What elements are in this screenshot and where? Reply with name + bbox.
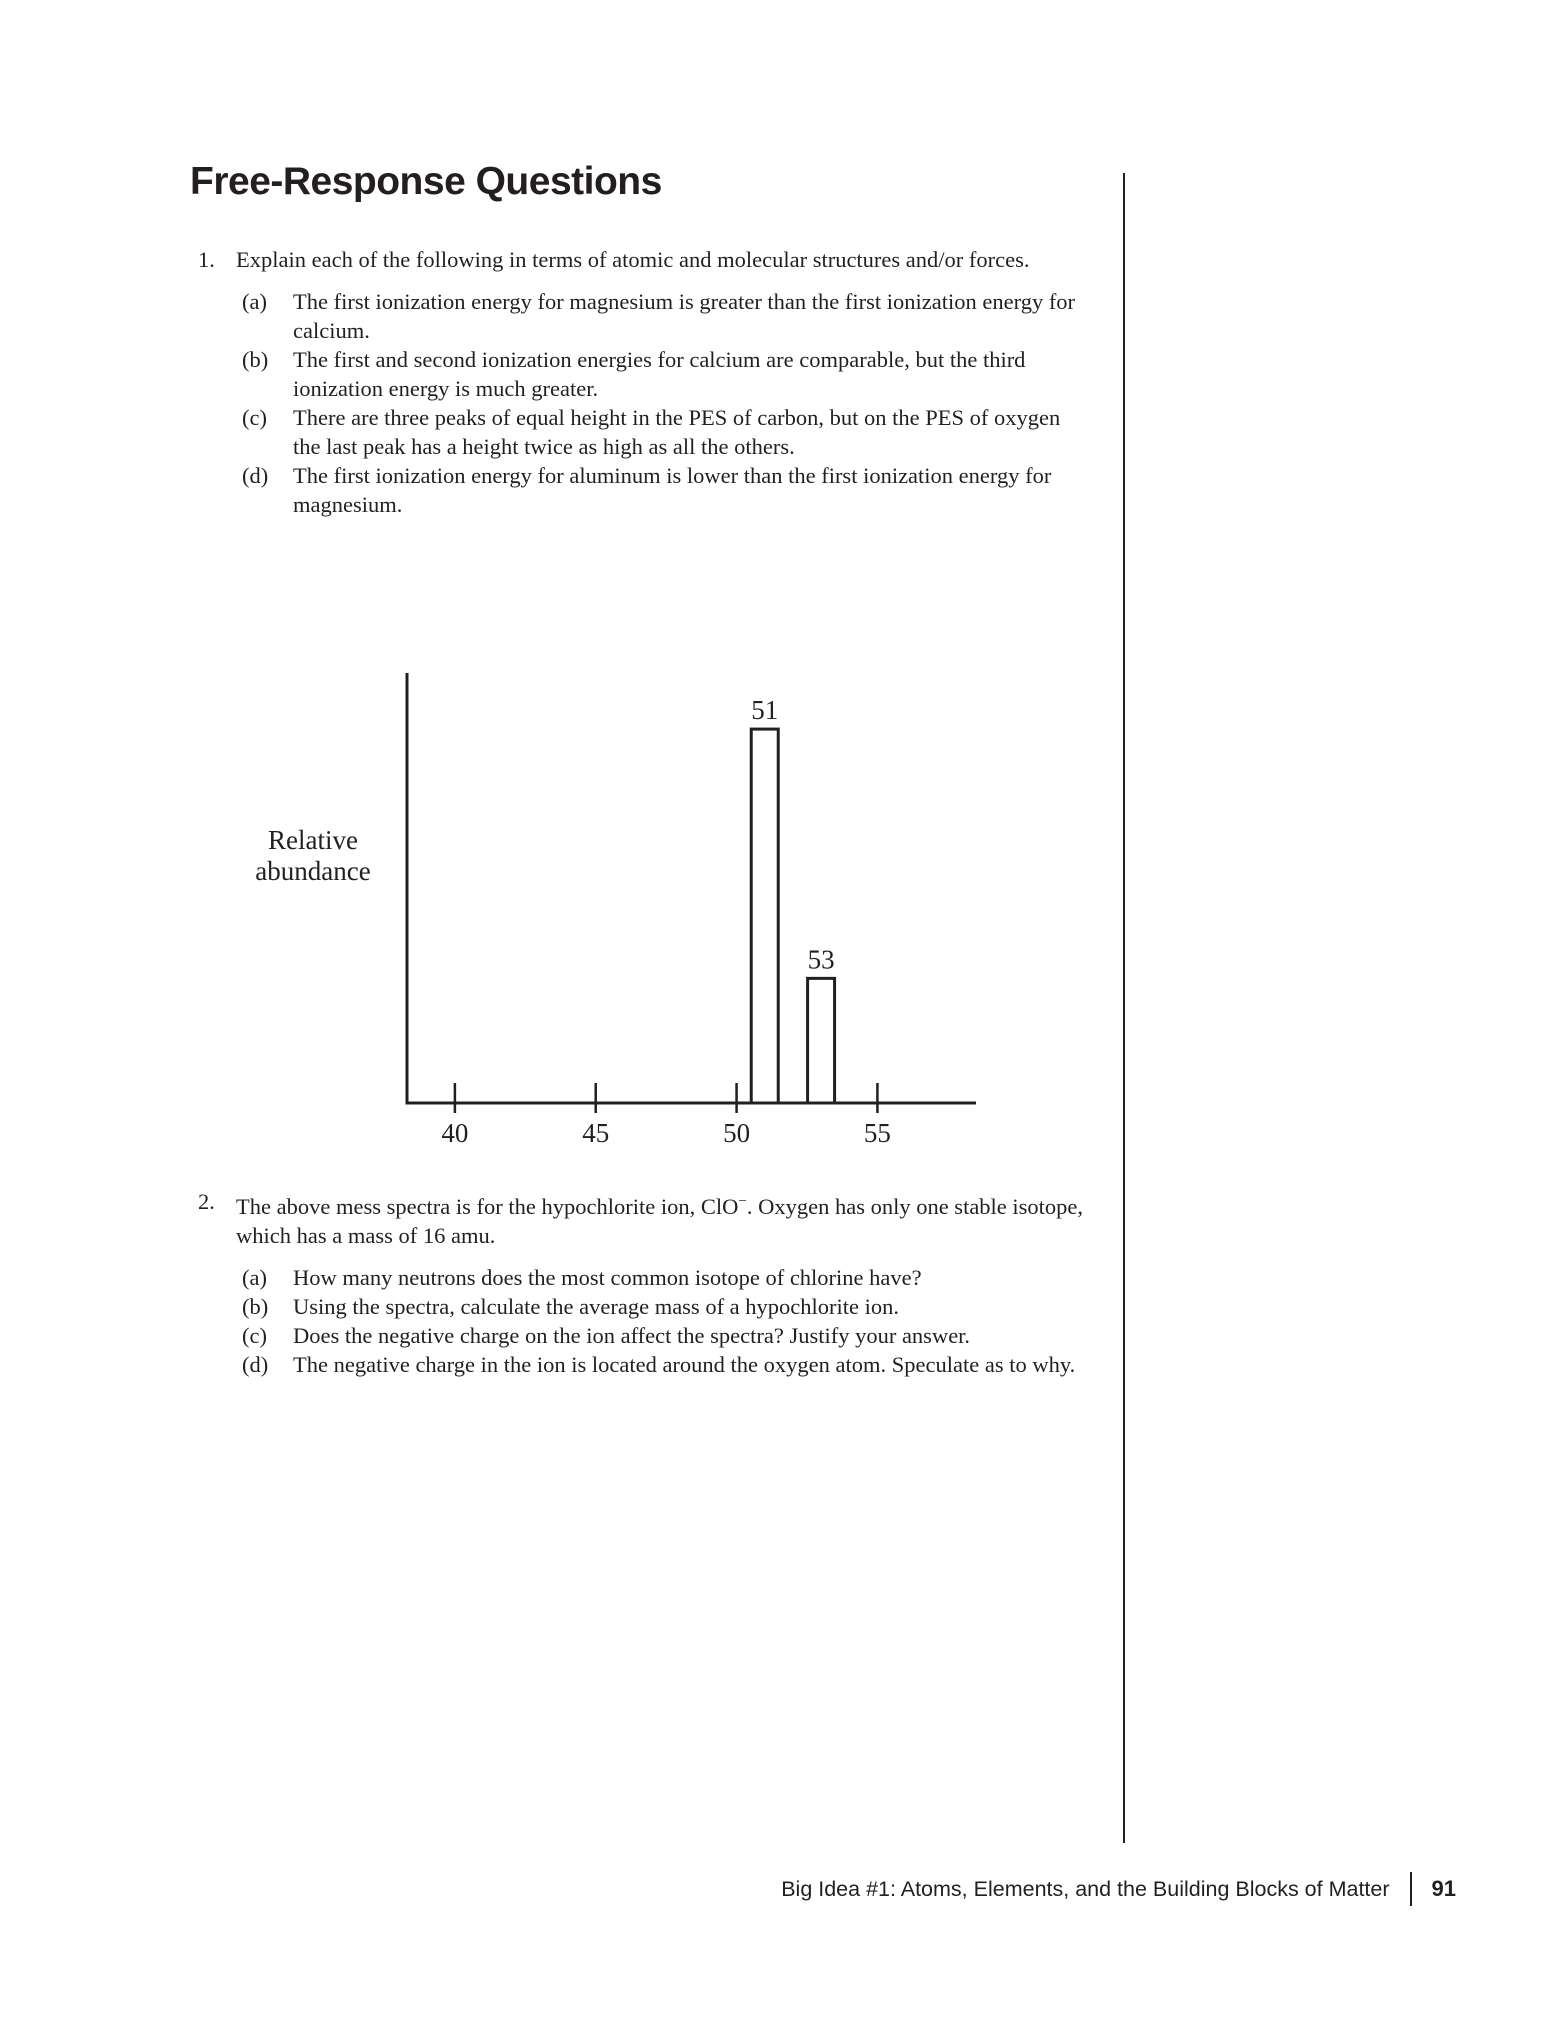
- footer-separator: [1410, 1872, 1412, 1906]
- x-tick-label-45: 45: [582, 1118, 610, 1148]
- part-text: The first and second ionization energies for calcium are comparable, but the third ionization energy is much greater.: [293, 347, 1026, 401]
- part-text: The first ionization energy for magnesium is greater than the first ionization energy for calcium.: [293, 289, 1076, 343]
- bar-53: [808, 978, 835, 1103]
- page-footer: [781, 1872, 1456, 1906]
- question-2-number: 2.: [198, 1189, 215, 1214]
- part-letter: (a): [242, 289, 267, 314]
- part-letter: (c): [242, 405, 267, 430]
- footer-title: Big Idea #1: Atoms, Elements, and the Building Blocks of Matter: [781, 1876, 1390, 1901]
- charge-superscript: −: [738, 1193, 747, 1209]
- question-2-part-a: [190, 1263, 1090, 1292]
- chart-layer: [255, 673, 976, 1148]
- question-1-number: 1.: [198, 247, 215, 272]
- question-2-parts: [190, 1263, 1090, 1379]
- question-2-text-start: The above mess spectra is for the hypochlorite ion, ClO: [236, 1193, 739, 1219]
- x-tick-label-55: 55: [863, 1118, 891, 1148]
- part-letter: (b): [242, 1293, 269, 1319]
- question-2-prompt: [190, 1187, 1090, 1250]
- part-text: The negative charge in the ion is located around the oxygen atom. Speculate as to why.: [293, 1351, 1076, 1377]
- y-axis-label-line: Relative: [268, 825, 358, 855]
- page-heading: Free-Response Questions: [190, 160, 662, 203]
- question-2-text: [236, 1194, 1083, 1248]
- x-tick-label-50: 50: [723, 1118, 751, 1148]
- part-text: The first ionization energy for aluminum is lower than the first ionization energy for magnesium.: [293, 463, 1052, 517]
- question-2-part-b: [190, 1292, 1090, 1321]
- x-tick-label-40: 40: [441, 1118, 469, 1148]
- question-1-text: Explain each of the following in terms of atomic and molecular structures and/or forces.: [236, 247, 1030, 272]
- page-number: 91: [1431, 1876, 1456, 1901]
- part-letter: (d): [242, 463, 269, 488]
- part-text: There are three peaks of equal height in the PES of carbon, but on the PES of oxygen the last peak has a height twice as high as all the others.: [293, 405, 1061, 459]
- bar-label-53: 53: [807, 944, 835, 975]
- bar-51: [751, 729, 778, 1103]
- part-letter: (c): [242, 1322, 267, 1348]
- part-text: How many neutrons does the most common isotope of chlorine have?: [293, 1264, 922, 1290]
- question-2: [190, 1187, 1090, 1379]
- question-2-part-d: [190, 1350, 1090, 1379]
- y-axis-label-line: abundance: [255, 856, 371, 886]
- bar-label-51: 51: [751, 695, 779, 726]
- part-text: Does the negative charge on the ion affect the spectra? Justify your answer.: [293, 1322, 971, 1348]
- part-letter: (b): [242, 347, 269, 372]
- part-letter: (d): [242, 1351, 269, 1377]
- part-text: Using the spectra, calculate the average mass of a hypochlorite ion.: [293, 1293, 900, 1319]
- part-letter: (a): [242, 1264, 267, 1290]
- question-2-part-c: [190, 1321, 1090, 1350]
- y-axis-label: [255, 825, 370, 886]
- question-2-text-end: . Oxygen has only one stable isotope, which has a mass of 16 amu.: [236, 1193, 1084, 1248]
